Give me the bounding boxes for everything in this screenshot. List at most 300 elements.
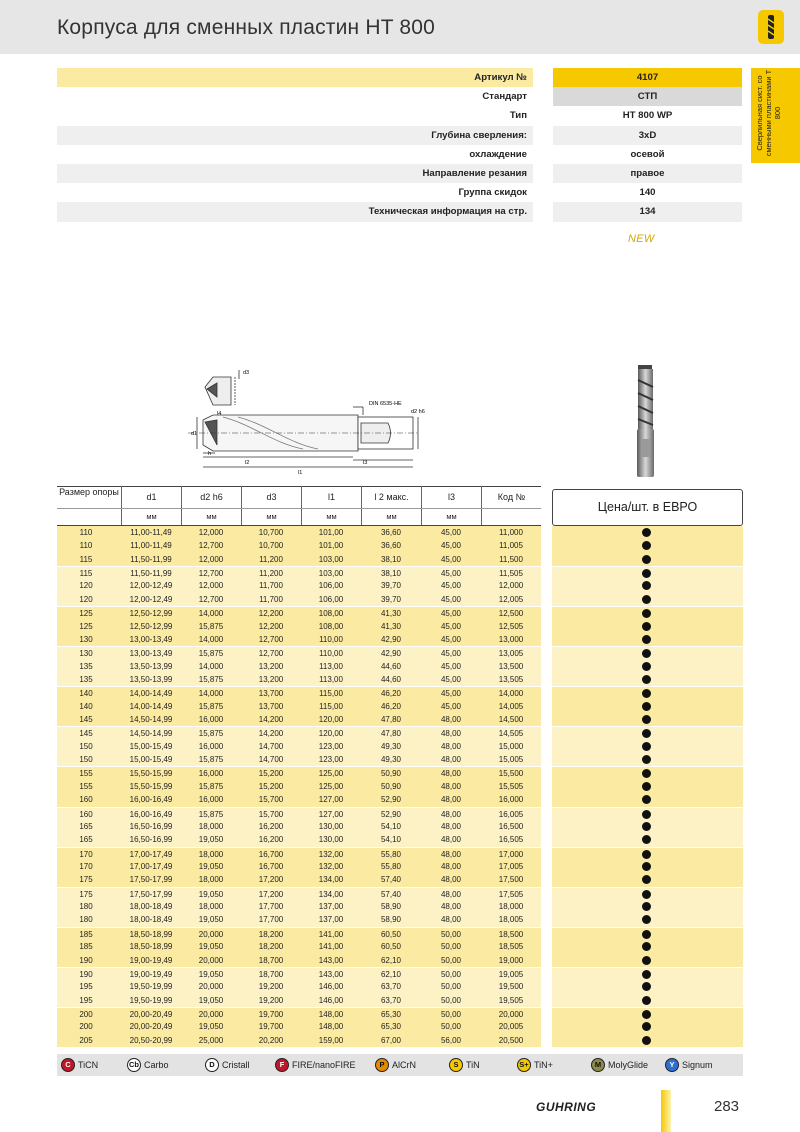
table-row: [57, 726, 743, 739]
cell-l3: 50,00: [440, 1022, 462, 1032]
cell-l1: 123,00: [318, 755, 344, 765]
cell-l3: 45,00: [440, 541, 462, 551]
spec-label: Тип: [509, 110, 527, 122]
cell-l1: 141,00: [318, 942, 344, 952]
cell-d3: 12,700: [258, 634, 284, 644]
cell-d1: 17,50-17,99: [129, 875, 173, 885]
table-row: [57, 566, 743, 579]
spec-label: Глубина сверления:: [57, 126, 533, 145]
spec-row: [57, 145, 742, 164]
cell-support: 195: [79, 995, 93, 1005]
cell-d3: 13,200: [258, 674, 284, 684]
legend-item: [449, 1058, 480, 1072]
legend-label: Cristall: [222, 1060, 250, 1070]
cell-support: 130: [79, 634, 93, 644]
cell-l1: 146,00: [318, 982, 344, 992]
cell-l2: 38,10: [380, 554, 402, 564]
cell-code: 16,005: [498, 809, 524, 819]
label-h: h: [208, 451, 212, 457]
cell-l1: 106,00: [318, 581, 344, 591]
table-row: [57, 913, 743, 926]
cell-d3: 18,200: [258, 929, 284, 939]
cell-code: 16,000: [498, 795, 524, 805]
price-header: Цена/шт. в ЕВРО: [552, 489, 743, 526]
cell-support: 180: [79, 902, 93, 912]
cell-support: 150: [79, 755, 93, 765]
cell-d2: 19,050: [198, 1022, 224, 1032]
cell-d3: 18,200: [258, 942, 284, 952]
cell-d1: 12,50-12,99: [129, 609, 173, 619]
cell-l2: 41,30: [380, 621, 402, 631]
cell-code: 20,005: [498, 1022, 524, 1032]
cell-l1: 123,00: [318, 741, 344, 751]
spec-value: правое: [553, 164, 742, 183]
cell-l3: 50,00: [440, 969, 462, 979]
cell-d2: 18,000: [198, 875, 224, 885]
table-row: [57, 780, 743, 793]
cell-code: 11,505: [499, 569, 523, 579]
coating-badge-icon: P: [375, 1058, 389, 1072]
cell-l1: 108,00: [318, 609, 344, 619]
cell-support: 145: [79, 729, 93, 739]
table-row: [57, 539, 743, 552]
cell-code: 14,000: [498, 689, 524, 699]
cell-d3: 20,200: [258, 1035, 284, 1045]
legend-item: [591, 1058, 648, 1072]
cell-l3: 50,00: [440, 929, 462, 939]
cell-d1: 14,00-14,49: [129, 701, 173, 711]
cell-d1: 19,00-19,49: [129, 955, 173, 965]
cell-support: 110: [79, 541, 93, 551]
label-d3: d3: [243, 370, 250, 376]
page-number: 283: [714, 1098, 740, 1115]
cell-code: 18,000: [498, 902, 524, 912]
cell-d1: 16,50-16,99: [129, 835, 173, 845]
cell-l1: 130,00: [318, 835, 344, 845]
cell-support: 120: [79, 581, 93, 591]
header-d2: d2 h6: [181, 486, 241, 508]
cell-l3: 50,00: [440, 942, 462, 952]
label-l1: l1: [298, 470, 303, 476]
legend-label: Signum: [682, 1060, 713, 1070]
cell-l2: 62,10: [380, 969, 402, 979]
cell-d3: 13,700: [258, 701, 284, 711]
cell-code: 19,500: [498, 982, 524, 992]
availability-dot: [642, 622, 651, 631]
cell-l1: 115,00: [319, 689, 343, 699]
cell-code: 15,500: [498, 769, 524, 779]
cell-support: 155: [79, 769, 93, 779]
cell-l1: 132,00: [318, 849, 344, 859]
cell-support: 145: [79, 715, 93, 725]
cell-l3: 48,00: [440, 861, 462, 871]
table-header: [57, 486, 541, 526]
cell-l2: 36,60: [380, 541, 402, 551]
cell-l1: 103,00: [318, 554, 344, 564]
cell-l3: 48,00: [440, 809, 462, 819]
page-header: [0, 0, 800, 54]
table-row: [57, 1007, 743, 1020]
availability-dot: [642, 1010, 651, 1019]
availability-dot: [642, 569, 651, 578]
cell-d2: 15,875: [198, 781, 224, 791]
cell-support: 135: [79, 674, 93, 684]
table-row: [57, 873, 743, 886]
spec-label: Направление резания: [57, 164, 533, 183]
spec-label: охлаждение: [469, 148, 527, 160]
table-row: [57, 713, 743, 726]
table-row: [57, 793, 743, 806]
table-row: [57, 686, 743, 699]
availability-dot: [642, 956, 651, 965]
cell-l1: 113,00: [319, 661, 343, 671]
cell-l1: 120,00: [318, 729, 344, 739]
cell-d3: 12,200: [258, 609, 284, 619]
cell-d1: 17,00-17,49: [129, 861, 173, 871]
cell-code: 17,005: [498, 861, 524, 871]
cell-d3: 17,200: [258, 889, 284, 899]
cell-d2: 20,000: [198, 1009, 224, 1019]
cell-l2: 44,60: [380, 674, 402, 684]
cell-d3: 18,700: [258, 955, 284, 965]
cell-d2: 15,875: [198, 674, 224, 684]
coating-badge-icon: S: [449, 1058, 463, 1072]
table-row: [57, 1020, 743, 1033]
cell-d3: 16,700: [258, 849, 284, 859]
cell-code: 14,505: [498, 729, 524, 739]
cell-d2: 19,050: [198, 995, 224, 1005]
cell-d2: 25,000: [198, 1035, 224, 1045]
spec-list: [57, 68, 742, 222]
cell-l1: 103,00: [318, 569, 344, 579]
cell-support: 205: [79, 1035, 93, 1045]
cell-l2: 63,70: [380, 995, 402, 1005]
cell-support: 160: [79, 795, 93, 805]
cell-d2: 15,875: [198, 809, 224, 819]
cell-d3: 16,200: [258, 821, 284, 831]
cell-l1: 132,00: [318, 861, 344, 871]
cell-l2: 46,20: [380, 701, 402, 711]
cell-code: 19,000: [498, 955, 524, 965]
cell-l3: 45,00: [440, 554, 462, 564]
cell-d1: 15,00-15,49: [129, 741, 173, 751]
header-l1: l1: [301, 486, 361, 508]
cell-l1: 125,00: [318, 781, 344, 791]
cell-d3: 15,200: [258, 781, 284, 791]
table-row: [57, 833, 743, 846]
cell-l1: 127,00: [318, 809, 344, 819]
cell-l1: 106,00: [318, 594, 344, 604]
cell-l2: 39,70: [380, 594, 402, 604]
cell-d3: 19,200: [258, 982, 284, 992]
cell-code: 12,505: [498, 621, 524, 631]
header-code: Код №: [481, 486, 541, 508]
cell-d3: 15,700: [258, 809, 284, 819]
cell-d1: 16,00-16,49: [129, 795, 173, 805]
cell-l1: 134,00: [318, 875, 344, 885]
unit-cell: мм: [421, 509, 481, 525]
spec-value: СТП: [553, 87, 742, 106]
cell-l2: 65,30: [380, 1009, 402, 1019]
cell-support: 200: [79, 1009, 93, 1019]
cell-support: 125: [79, 621, 93, 631]
cell-d2: 18,000: [198, 821, 224, 831]
cell-support: 140: [79, 689, 93, 699]
cell-d2: 12,700: [198, 569, 224, 579]
coating-badge-icon: Y: [665, 1058, 679, 1072]
cell-d1: 15,50-15,99: [129, 781, 173, 791]
unit-cell: мм: [241, 509, 301, 525]
cell-d1: 12,00-12,49: [129, 594, 173, 604]
cell-l3: 45,00: [440, 594, 462, 604]
cell-code: 16,500: [498, 821, 524, 831]
footer-accent-bar: [661, 1090, 671, 1132]
cell-l3: 48,00: [440, 781, 462, 791]
legend-label: MolyGlide: [608, 1060, 649, 1070]
cell-code: 11,000: [499, 528, 523, 537]
table-row: [57, 753, 743, 766]
coating-badge-icon: C: [61, 1058, 75, 1072]
cell-l1: 110,00: [319, 634, 343, 644]
legend-item: [127, 1058, 169, 1072]
spec-row: [57, 68, 742, 87]
cell-l1: 120,00: [318, 715, 344, 725]
label-l2: l2: [245, 460, 250, 466]
cell-l2: 65,30: [380, 1022, 402, 1032]
cell-d1: 13,00-13,49: [129, 649, 173, 659]
coating-badge-icon: F: [275, 1058, 289, 1072]
availability-dot: [642, 862, 651, 871]
cell-d1: 11,00-11,49: [130, 528, 172, 537]
cell-d3: 18,700: [258, 969, 284, 979]
table-body: [57, 526, 743, 1047]
cell-code: 14,500: [498, 715, 524, 725]
cell-d2: 16,000: [198, 715, 224, 725]
cell-code: 17,500: [498, 875, 524, 885]
cell-code: 12,005: [498, 594, 524, 604]
spec-value: 134: [553, 202, 742, 221]
cell-support: 165: [79, 821, 93, 831]
cell-d2: 15,875: [198, 755, 224, 765]
spec-row: [57, 126, 742, 145]
cell-code: 17,505: [498, 889, 524, 899]
cell-code: 13,000: [498, 634, 524, 644]
cell-l3: 50,00: [440, 1009, 462, 1019]
cell-l1: 108,00: [318, 621, 344, 631]
cell-d1: 20,00-20,49: [129, 1009, 173, 1019]
cell-d2: 12,000: [198, 554, 224, 564]
header-l2: l 2 макс.: [361, 486, 421, 508]
cell-l1: 127,00: [318, 795, 344, 805]
cell-d3: 19,700: [258, 1022, 284, 1032]
cell-code: 18,005: [498, 915, 524, 925]
availability-dot: [642, 890, 651, 899]
header-d1: d1: [121, 486, 181, 508]
cell-l2: 58,90: [380, 902, 402, 912]
cell-l1: 143,00: [318, 969, 344, 979]
cell-d2: 12,000: [198, 528, 224, 537]
cell-l2: 42,90: [380, 634, 402, 644]
cell-l3: 50,00: [440, 982, 462, 992]
cell-l3: 50,00: [440, 995, 462, 1005]
cell-support: 130: [79, 649, 93, 659]
cell-l1: 115,00: [319, 701, 343, 711]
cell-d2: 12,700: [198, 541, 224, 551]
availability-dot: [642, 782, 651, 791]
cell-support: 170: [79, 849, 93, 859]
cell-d1: 13,50-13,99: [129, 674, 173, 684]
cell-d3: 16,700: [258, 861, 284, 871]
availability-dot: [642, 715, 651, 724]
cell-d2: 14,000: [198, 689, 224, 699]
cell-d1: 13,50-13,99: [129, 661, 173, 671]
page-title: Корпуса для сменных пластин HT 800: [57, 16, 436, 39]
cell-code: 12,500: [498, 609, 524, 619]
cell-l2: 57,40: [380, 875, 402, 885]
cell-d1: 15,00-15,49: [129, 755, 173, 765]
cell-d2: 19,050: [198, 915, 224, 925]
cell-code: 13,500: [498, 661, 524, 671]
availability-dot: [642, 702, 651, 711]
cell-d3: 16,200: [258, 835, 284, 845]
cell-l3: 45,00: [440, 621, 462, 631]
cell-support: 165: [79, 835, 93, 845]
cell-support: 185: [79, 942, 93, 952]
cell-d2: 19,050: [198, 942, 224, 952]
unit-cell: [481, 509, 541, 525]
cell-d3: 15,700: [258, 795, 284, 805]
legend-label: FIRE/nanoFIRE: [292, 1060, 356, 1070]
cell-code: 20,500: [498, 1035, 524, 1045]
unit-cell: мм: [301, 509, 361, 525]
cell-code: 20,000: [498, 1009, 524, 1019]
cell-d1: 16,50-16,99: [129, 821, 173, 831]
cell-d1: 14,50-14,99: [129, 729, 173, 739]
cell-d1: 11,50-11,99: [130, 569, 172, 579]
cell-d3: 12,700: [258, 649, 284, 659]
cell-l1: 113,00: [319, 674, 343, 684]
cell-d1: 18,00-18,49: [129, 902, 173, 912]
cell-l3: 48,00: [440, 821, 462, 831]
cell-d3: 17,700: [258, 915, 284, 925]
cell-d2: 19,050: [198, 969, 224, 979]
coating-legend: [57, 1054, 743, 1076]
table-row: [57, 980, 743, 993]
new-badge: NEW: [628, 233, 655, 245]
cell-l2: 46,20: [380, 689, 402, 699]
cell-code: 16,505: [498, 835, 524, 845]
cell-d1: 19,50-19,99: [129, 995, 173, 1005]
cell-d3: 14,200: [258, 729, 284, 739]
cell-support: 115: [79, 554, 93, 564]
brand-logo: GUHRING: [536, 1100, 597, 1114]
cell-l3: 45,00: [440, 649, 462, 659]
cell-l2: 63,70: [380, 982, 402, 992]
availability-dot: [642, 662, 651, 671]
cell-l1: 159,00: [318, 1035, 344, 1045]
table-row: [57, 860, 743, 873]
header-d3: d3: [241, 486, 301, 508]
cell-d2: 12,700: [198, 594, 224, 604]
header-support-size: Размер опоры: [59, 487, 119, 497]
cell-d2: 15,875: [198, 621, 224, 631]
table-row: [57, 700, 743, 713]
cell-code: 12,000: [498, 581, 524, 591]
cell-d3: 19,200: [258, 995, 284, 1005]
table-row: [57, 553, 743, 566]
availability-dot: [642, 595, 651, 604]
spec-row: [57, 164, 742, 183]
cell-l1: 148,00: [318, 1009, 344, 1019]
spec-label: Стандарт: [482, 91, 527, 103]
unit-cell: мм: [121, 509, 181, 525]
cell-l3: 45,00: [440, 701, 462, 711]
spec-row: [57, 106, 742, 125]
legend-item: [61, 1058, 98, 1072]
cell-l3: 50,00: [440, 955, 462, 965]
cell-d1: 12,50-12,99: [129, 621, 173, 631]
cell-support: 150: [79, 741, 93, 751]
cell-code: 15,000: [498, 741, 524, 751]
cell-support: 200: [79, 1022, 93, 1032]
cell-support: 135: [79, 661, 93, 671]
cell-l3: 48,00: [440, 795, 462, 805]
cell-l2: 38,10: [380, 569, 402, 579]
side-tab-label: Сверлильная сист. со сменными пластинами Т 800: [755, 69, 782, 157]
table-row: [57, 994, 743, 1007]
availability-dot: [642, 970, 651, 979]
label-l4: l4: [217, 411, 222, 417]
cell-l3: 45,00: [440, 528, 462, 537]
cell-l1: 130,00: [318, 821, 344, 831]
cell-l2: 41,30: [380, 609, 402, 619]
cell-l1: 148,00: [318, 1022, 344, 1032]
label-d1: d1: [191, 431, 198, 437]
cell-code: 14,005: [498, 701, 524, 711]
cell-d3: 14,700: [258, 755, 284, 765]
cell-support: 125: [79, 609, 93, 619]
cell-support: 155: [79, 781, 93, 791]
table-row: [57, 954, 743, 967]
legend-item: [275, 1058, 356, 1072]
cell-code: 15,505: [498, 781, 524, 791]
cell-d3: 15,200: [258, 769, 284, 779]
legend-item: [517, 1058, 553, 1072]
cell-support: 160: [79, 809, 93, 819]
table-row: [57, 887, 743, 900]
cell-support: 115: [79, 569, 93, 579]
drill-logo-icon: [758, 10, 784, 44]
cell-l2: 36,60: [380, 528, 402, 537]
cell-l3: 48,00: [440, 741, 462, 751]
cell-l1: 137,00: [318, 915, 344, 925]
cell-d2: 18,000: [198, 849, 224, 859]
cell-l2: 42,90: [380, 649, 402, 659]
cell-support: 180: [79, 915, 93, 925]
section-side-tab[interactable]: [751, 68, 800, 163]
cell-d2: 14,000: [198, 634, 224, 644]
cell-d1: 19,50-19,99: [129, 982, 173, 992]
cell-code: 13,005: [498, 649, 524, 659]
cell-d1: 18,00-18,49: [129, 915, 173, 925]
cell-d3: 14,700: [258, 741, 284, 751]
cell-support: 190: [79, 955, 93, 965]
cell-l2: 58,90: [380, 915, 402, 925]
cell-d1: 17,50-17,99: [129, 889, 173, 899]
cell-l3: 48,00: [440, 715, 462, 725]
coating-badge-icon: D: [205, 1058, 219, 1072]
din-label: DIN 6535-HE: [369, 401, 402, 407]
